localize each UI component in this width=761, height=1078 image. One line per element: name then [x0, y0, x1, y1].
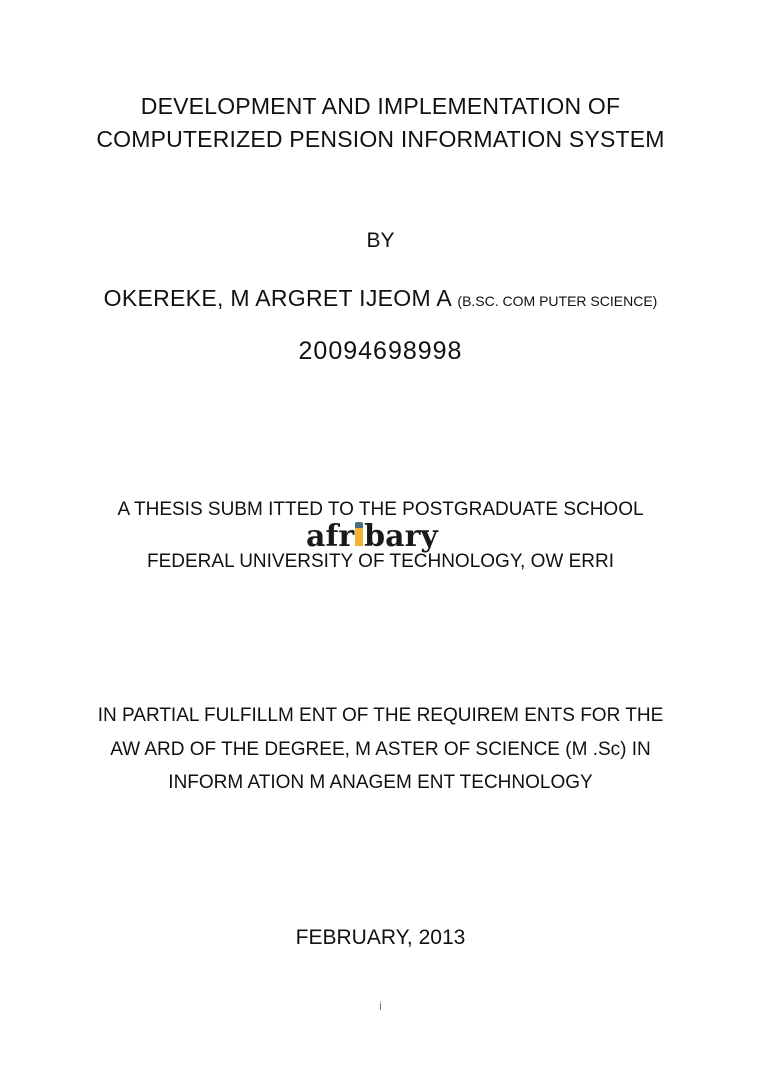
afribary-watermark	[306, 519, 438, 554]
registration-number: 20094698998	[298, 337, 463, 365]
fulfillment-line-3: INFORM ATION M ANAGEM ENT TECHNOLOGY	[168, 772, 593, 793]
thesis-title-line-2: COMPUTERIZED PENSION INFORMATION SYSTEM	[96, 126, 665, 152]
pencil-icon	[355, 522, 363, 548]
author-name: OKEREKE, M ARGRET IJEOM A	[103, 285, 451, 311]
watermark-text-end: bary	[364, 519, 438, 554]
fulfillment-line-1: IN PARTIAL FULFILLM ENT OF THE REQUIREM ENTS FOR THE	[97, 705, 664, 726]
page-number: i	[379, 999, 382, 1013]
author-qualification: (B.SC. COM PUTER SCIENCE)	[457, 293, 658, 309]
by-label: BY	[366, 229, 395, 252]
watermark-text-start: afr	[306, 519, 355, 554]
submission-date: FEBRUARY, 2013	[295, 926, 466, 949]
thesis-title-line-1: DEVELOPMENT AND IMPLEMENTATION OF	[140, 93, 621, 119]
author-line	[0, 285, 761, 312]
submission-line-1: A THESIS SUBM ITTED TO THE POSTGRADUATE SCHOOL	[117, 499, 644, 520]
fulfillment-line-2: AW ARD OF THE DEGREE, M ASTER OF SCIENCE (M .Sc) IN	[110, 739, 651, 760]
submission-line-2: FEDERAL UNIVERSITY OF TECHNOLOGY, OW ERRI	[147, 551, 614, 572]
